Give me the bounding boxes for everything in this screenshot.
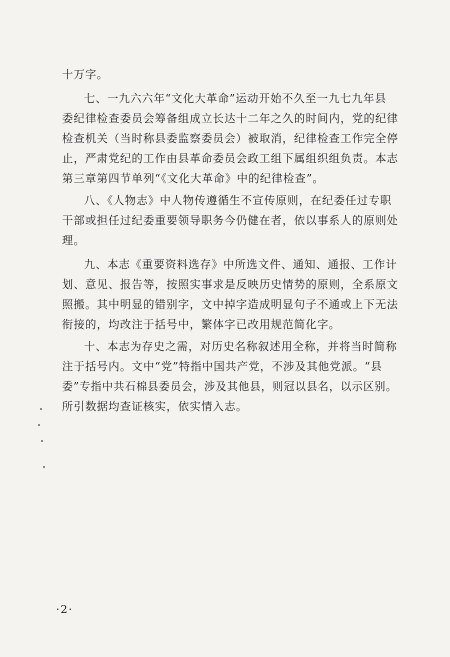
paragraph-line: 所引数据均查证核实，依实情入志。	[62, 400, 248, 413]
paragraph-line: 十、本志为存史之需，对历史名称叙述用全称，并将当时简称	[84, 340, 398, 353]
paragraph-line: 七、一九六六年“文化大革命”运动开始不久至一九七九年县	[84, 92, 387, 105]
paragraph-line: 止，严肃党纪的工作由县革命委员会政工组下属组织组负责。本志	[62, 152, 399, 165]
page-number: ·2·	[56, 603, 73, 616]
paragraph-line: 委纪律检查委员会筹备组成立长达十二年之久的时间内，党的纪律	[62, 112, 399, 125]
paragraph-line: 九、本志《重要资料选存》中所选文件、通知、通报、工作计	[84, 258, 398, 271]
paragraph-line: 第三章第四节单列“《文化大革命》中的纪律检查”。	[62, 172, 325, 185]
paragraph-line: 十万字。	[62, 68, 109, 81]
paragraph-line: 注于括号内。文中“党”特指中国共产党，不涉及其他党派。“县	[62, 360, 383, 373]
paragraph-line: 委”专指中共石棉县委员会，涉及其他县，则冠以县名，以示区别。	[62, 380, 398, 393]
paragraph-line: 八、《人物志》中人物传遵循生不宣传原则，在纪委任过专职	[84, 194, 392, 207]
scan-speck	[40, 408, 42, 410]
scan-speck	[43, 466, 45, 468]
paragraph-line: 照搬。其中明显的错别字，文中掉字造成明显句子不通或上下无法	[62, 298, 399, 311]
paragraph-line: 衔接的，均改注于括号中，繁体字已改用规范简化字。	[62, 318, 341, 331]
scan-speck	[38, 424, 40, 426]
paragraph-line: 检查机关（当时称县委监察委员会）被取消，纪律检查工作完全停	[62, 132, 399, 145]
paragraph-line: 干部或担任过纪委重要领导职务今仍健在者，依以事系人的原则处	[62, 214, 399, 227]
scan-speck	[41, 440, 43, 442]
paragraph-line: 划、意见、报告等，按照实事求是反映历史情势的原则，全系原文	[62, 278, 399, 291]
paragraph-line: 理。	[62, 234, 86, 247]
